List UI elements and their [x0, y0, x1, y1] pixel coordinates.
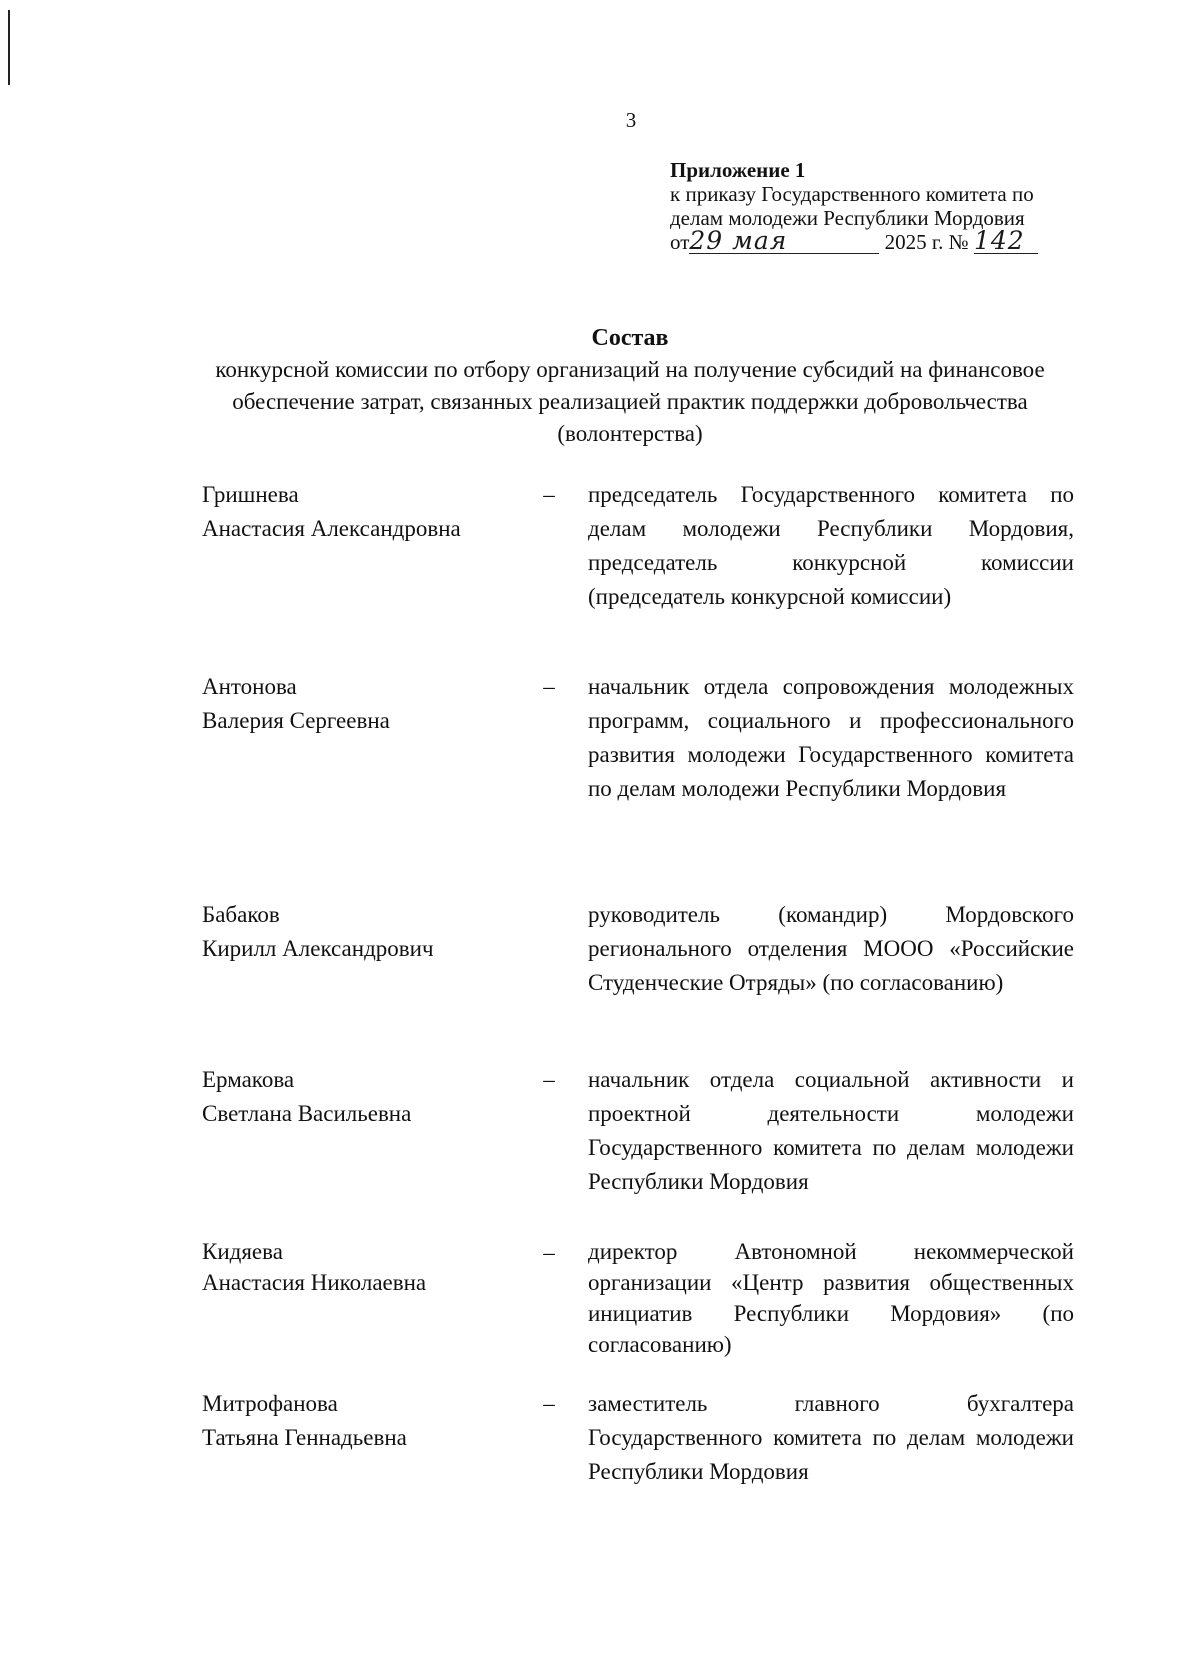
page-number: 3	[625, 108, 637, 132]
date-field	[689, 226, 879, 255]
member-name	[202, 670, 522, 738]
member-given-name: Кирилл Александрович	[202, 936, 434, 961]
member-role: председатель Государственного комитета по делам молодежи Республики Мордовия, председатель конкурсной комиссии (председатель конкурсной комиссии)	[588, 482, 1074, 609]
handwritten-date: 29 мая	[689, 226, 788, 255]
document-heading	[190, 322, 1070, 450]
member-name	[202, 1063, 522, 1131]
appendix-line-2: делам молодежи Республики Мордовия	[670, 206, 1025, 230]
year-text: 2025 г. №	[884, 230, 969, 254]
member-surname: Бабаков	[202, 902, 280, 927]
member-surname: Кидяева	[202, 1239, 283, 1264]
member-surname: Ермакова	[202, 1067, 295, 1092]
member-role: начальник отдела социальной активности и проектной деятельности молодежи Государственного комитета по делам молодежи Республики Мордовия	[588, 1067, 1074, 1194]
member-given-name: Валерия Сергеевна	[202, 708, 390, 733]
member-dash: –	[543, 1067, 555, 1092]
handwritten-number: 142	[973, 226, 1025, 255]
member-role: директор Автономной некоммерческой организации «Центр развития общественных инициатив Республики Мордовия» (по согласованию)	[588, 1239, 1074, 1357]
member-name	[202, 1236, 522, 1298]
from-label: от	[670, 230, 690, 254]
member-name	[202, 898, 522, 966]
member-surname: Митрофанова	[202, 1391, 338, 1416]
member-role: заместитель главного бухгалтера Государственного комитета по делам молодежи Республики Мордовия	[588, 1391, 1074, 1484]
member-name	[202, 1387, 522, 1455]
scan-edge-mark	[8, 10, 10, 85]
member-role: начальник отдела сопровождения молодежных программ, социального и профессионального развития молодежи Государственного комитета по делам молодежи Республики Мордовия	[588, 674, 1074, 801]
member-dash: –	[543, 1391, 555, 1416]
member-role: руководитель (командир) Мордовского регионального отделения МООО «Российские Студенческие Отряды» (по согласованию)	[588, 902, 1074, 995]
member-given-name: Татьяна Геннадьевна	[202, 1425, 407, 1450]
appendix-title: Приложение 1	[670, 158, 806, 182]
member-given-name: Анастасия Николаевна	[202, 1270, 427, 1295]
member-name	[202, 478, 522, 546]
document-title: Состав	[591, 325, 669, 351]
member-given-name: Анастасия Александровна	[202, 516, 461, 541]
member-dash: –	[543, 674, 555, 699]
member-dash: –	[543, 1240, 555, 1265]
member-given-name: Светлана Васильевна	[202, 1101, 412, 1126]
member-surname: Гришнева	[202, 482, 299, 507]
appendix-line-1: к приказу Государственного комитета по	[670, 182, 1034, 206]
document-subtitle: конкурсной комиссии по отбору организаций на получение субсидий на финансовое обеспечение затрат, связанных реализацией практик поддержки добровольчества (волонтерства)	[215, 357, 1045, 446]
number-field	[973, 226, 1038, 255]
appendix-date-line	[670, 226, 1090, 255]
appendix-block	[670, 158, 1090, 254]
member-surname: Антонова	[202, 674, 297, 699]
member-dash: –	[543, 482, 555, 507]
